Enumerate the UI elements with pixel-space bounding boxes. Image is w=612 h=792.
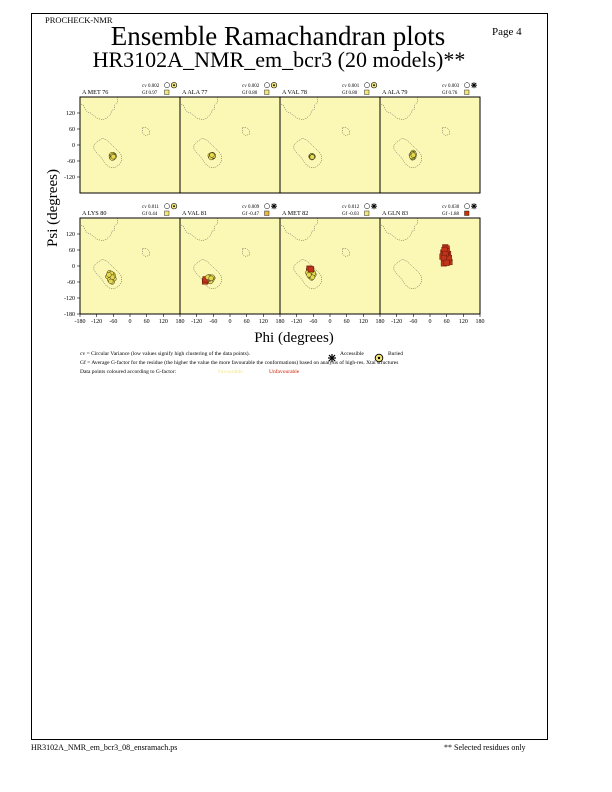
x-tick-label: 120	[358, 319, 368, 325]
x-tick-label: -120	[91, 319, 103, 325]
data-point	[111, 154, 116, 159]
page-subtitle: HR3102A_NMR_em_bcr3 (20 models)**	[92, 47, 466, 72]
y-tick-label: -60	[67, 159, 75, 165]
x-tick-label: 0	[428, 319, 432, 325]
panel-residue-label: A VAL 81	[182, 210, 207, 217]
x-tick-label: 0	[328, 319, 332, 325]
x-tick-label: -120	[291, 319, 303, 325]
ramachandran-panel	[280, 97, 380, 193]
x-tick-label: 120	[258, 319, 268, 325]
y-tick-label: -120	[64, 296, 75, 302]
x-tick-label: 180	[175, 319, 185, 325]
x-tick-label: 60	[243, 319, 250, 325]
x-tick-label: 120	[458, 319, 468, 325]
panel-gf-value: Gf -0.03	[342, 212, 359, 217]
panel-cv-value: cv 0.012	[342, 205, 360, 210]
panel-gf-value: Gf 0.80	[342, 91, 358, 96]
info-icon	[164, 83, 169, 88]
panel-cv-value: cv 0.009	[242, 205, 260, 210]
footer-filename: HR3102A_NMR_em_bcr3_08_ensramach.ps	[31, 743, 178, 752]
x-tick-label: 180	[275, 319, 285, 325]
y-axis-title: Psi (degrees)	[45, 169, 61, 247]
buried-icon-center	[173, 205, 175, 207]
x-tick-label: -60	[209, 319, 218, 325]
data-point	[106, 272, 111, 277]
legend-cv-text: cv = Circular Variance (low values signify high clustering of the data points).	[80, 351, 250, 357]
plot-background	[380, 97, 480, 193]
panel-cv-value: cv 0.030	[442, 205, 460, 210]
x-axis-title: Phi (degrees)	[254, 330, 334, 346]
panel-residue-label: A MET 82	[282, 210, 309, 217]
page-title: Ensemble Ramachandran plots	[110, 21, 446, 51]
x-tick-label: 0	[228, 319, 232, 325]
y-tick-label: 60	[69, 127, 75, 133]
panel-gf-value: Gf -0.47	[242, 212, 259, 217]
plot-background	[280, 218, 380, 314]
data-point	[411, 153, 416, 158]
legend-buried-label: Buried	[388, 351, 403, 357]
panel-cv-value: cv 0.001	[342, 84, 360, 89]
ramachandran-panel	[380, 97, 480, 193]
y-tick-label: -120	[64, 175, 75, 181]
x-tick-label: 60	[343, 319, 350, 325]
gf-colour-swatch	[265, 90, 270, 95]
buried-icon-center	[173, 84, 175, 86]
legend-accessible-label: Accessible	[340, 351, 364, 357]
ramachandran-panel	[180, 97, 280, 193]
plot-background	[180, 97, 280, 193]
gf-colour-swatch	[165, 90, 170, 95]
info-icon	[164, 204, 169, 209]
x-tick-label: -60	[309, 319, 318, 325]
panel-residue-label: A MET 76	[82, 89, 109, 96]
info-icon	[364, 204, 369, 209]
panel-gf-value: Gf 0.44	[142, 212, 158, 217]
x-tick-label: 180	[475, 319, 485, 325]
y-tick-label: 0	[72, 264, 75, 270]
legend-gf-text: Gf = Average G-factor for the residue (the higher the value the more favourable the conformations) based on analysis of high-res. Xtal structures	[80, 360, 399, 366]
x-tick-label: -120	[391, 319, 403, 325]
plot-background	[80, 218, 180, 314]
y-tick-label: 0	[72, 143, 75, 149]
ramachandran-panel	[80, 218, 180, 314]
footer-note: ** Selected residues only	[444, 743, 526, 752]
gf-colour-swatch	[465, 90, 470, 95]
ramachandran-panel	[380, 218, 480, 314]
accessible-icon	[271, 203, 277, 209]
panel-residue-label: A GLN 83	[382, 210, 409, 217]
legend-unfavourable-label: Unfavourable	[269, 369, 300, 375]
panel-residue-label: A VAL 78	[282, 89, 307, 96]
info-icon	[464, 204, 469, 209]
y-tick-label: 120	[66, 111, 75, 117]
y-tick-label: -180	[64, 312, 75, 318]
x-tick-label: -180	[74, 319, 86, 325]
data-point	[108, 279, 113, 284]
data-point	[310, 155, 315, 160]
page-number: Page 4	[492, 26, 522, 38]
panel-cv-value: cv 0.011	[142, 205, 160, 210]
buried-icon-center	[273, 84, 275, 86]
x-tick-label: 60	[143, 319, 150, 325]
data-point	[210, 153, 215, 158]
panel-cv-value: cv 0.002	[142, 84, 160, 89]
data-point	[209, 276, 214, 281]
x-tick-label: -60	[109, 319, 118, 325]
panel-cv-value: cv 0.003	[442, 84, 460, 89]
info-icon	[264, 83, 269, 88]
panel-gf-value: Gf 0.76	[442, 91, 458, 96]
accessible-icon	[471, 203, 477, 209]
plot-background	[80, 97, 180, 193]
x-tick-label: -60	[409, 319, 418, 325]
panel-gf-value: Gf -1.88	[442, 212, 459, 217]
y-tick-label: 120	[66, 232, 75, 238]
x-tick-label: 60	[443, 319, 450, 325]
x-tick-label: 120	[158, 319, 168, 325]
panel-residue-label: A ALA 79	[382, 89, 408, 96]
panel-residue-label: A LYS 80	[82, 210, 107, 217]
accessible-icon	[371, 203, 377, 209]
x-tick-label: 180	[375, 319, 385, 325]
data-point	[444, 260, 450, 266]
info-icon	[264, 204, 269, 209]
plot-background	[380, 218, 480, 314]
gf-colour-swatch	[365, 90, 370, 95]
y-tick-label: 60	[69, 248, 75, 254]
ramachandran-panel	[280, 218, 380, 314]
info-icon	[464, 83, 469, 88]
gf-colour-swatch	[465, 211, 470, 216]
program-name: PROCHECK-NMR	[45, 15, 113, 25]
ramachandran-panel	[180, 218, 280, 314]
panel-cv-value: cv 0.002	[242, 84, 260, 89]
accessible-icon	[471, 82, 477, 88]
ramachandran-panel	[80, 97, 180, 193]
data-point	[306, 272, 311, 277]
info-icon	[364, 83, 369, 88]
buried-icon-center	[373, 84, 375, 86]
plot-background	[180, 218, 280, 314]
gf-colour-swatch	[165, 211, 170, 216]
panel-residue-label: A ALA 77	[182, 89, 208, 96]
x-tick-label: -120	[191, 319, 203, 325]
data-point	[308, 266, 314, 272]
gf-colour-swatch	[265, 211, 270, 216]
panel-gf-value: Gf 0.97	[142, 91, 158, 96]
legend-favourable-label: Favourable	[218, 369, 243, 375]
y-tick-label: -60	[67, 280, 75, 286]
plot-background	[280, 97, 380, 193]
x-tick-label: 0	[128, 319, 132, 325]
gf-colour-swatch	[365, 211, 370, 216]
panel-gf-value: Gf 0.80	[242, 91, 258, 96]
legend-colour-text: Data points coloured according to G-factor:	[80, 369, 177, 375]
